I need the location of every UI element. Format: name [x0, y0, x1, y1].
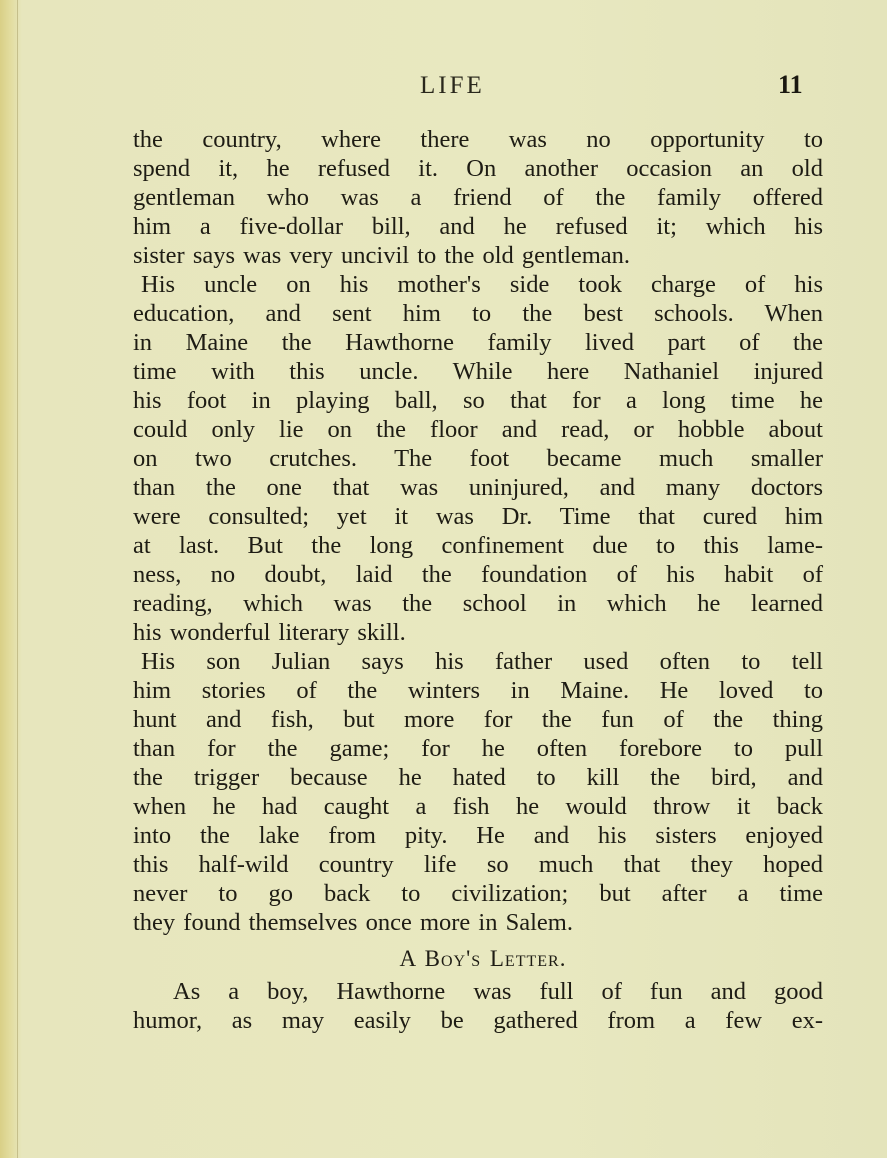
text-line: His son Julian says his father used often to tell	[141, 648, 823, 675]
text-line: education, and sent him to the best schools. When	[133, 300, 823, 327]
text-line: his foot in playing ball, so that for a long time he	[133, 387, 823, 414]
text-line: they found themselves once more in Salem.	[133, 909, 573, 936]
text-line: the trigger because he hated to kill the bird, and	[133, 764, 823, 791]
text-line: than for the game; for he often forebore to pull	[133, 735, 823, 762]
text-line: sister says was very uncivil to the old gentleman.	[133, 242, 631, 269]
text-line: when he had caught a fish he would throw it back	[133, 793, 823, 820]
text-line: gentleman who was a friend of the family offered	[133, 184, 823, 211]
text-line: spend it, he refused it. On another occasion an old	[133, 155, 823, 182]
text-line: humor, as may easily be gathered from a few ex-	[133, 1007, 823, 1034]
text-line: ness, no doubt, laid the foundation of his habit of	[133, 561, 823, 588]
page-gutter-edge	[17, 0, 18, 1158]
text-line: reading, which was the school in which he learned	[133, 590, 823, 617]
page-number: 11	[778, 70, 803, 99]
text-line: on two crutches. The foot became much smaller	[133, 445, 823, 472]
text-line: were consulted; yet it was Dr. Time that cured him	[133, 503, 823, 530]
text-line: into the lake from pity. He and his sisters enjoyed	[133, 822, 823, 849]
section-heading: A Boy's Letter.	[399, 946, 567, 971]
text-line: hunt and fish, but more for the fun of the thing	[133, 706, 823, 733]
text-line: could only lie on the floor and read, or hobble about	[133, 416, 823, 443]
text-line: the country, where there was no opportunity to	[133, 126, 823, 153]
body-text	[133, 125, 823, 1035]
running-title: LIFE	[420, 72, 485, 99]
text-line: than the one that was uninjured, and many doctors	[133, 474, 823, 501]
text-line: As a boy, Hawthorne was full of fun and good	[173, 978, 823, 1005]
text-line: this half-wild country life so much that they hoped	[133, 851, 823, 878]
text-line: his wonderful literary skill.	[133, 619, 406, 646]
text-line: time with this uncle. While here Nathaniel injured	[133, 358, 823, 385]
text-line: him a five-dollar bill, and he refused it; which his	[133, 213, 823, 240]
text-line: at last. But the long confinement due to this lame-	[133, 532, 823, 559]
text-line: His uncle on his mother's side took charge of his	[141, 271, 823, 298]
text-line: never to go back to civilization; but after a time	[133, 880, 823, 907]
text-line: in Maine the Hawthorne family lived part of the	[133, 329, 823, 356]
text-line: him stories of the winters in Maine. He loved to	[133, 677, 823, 704]
